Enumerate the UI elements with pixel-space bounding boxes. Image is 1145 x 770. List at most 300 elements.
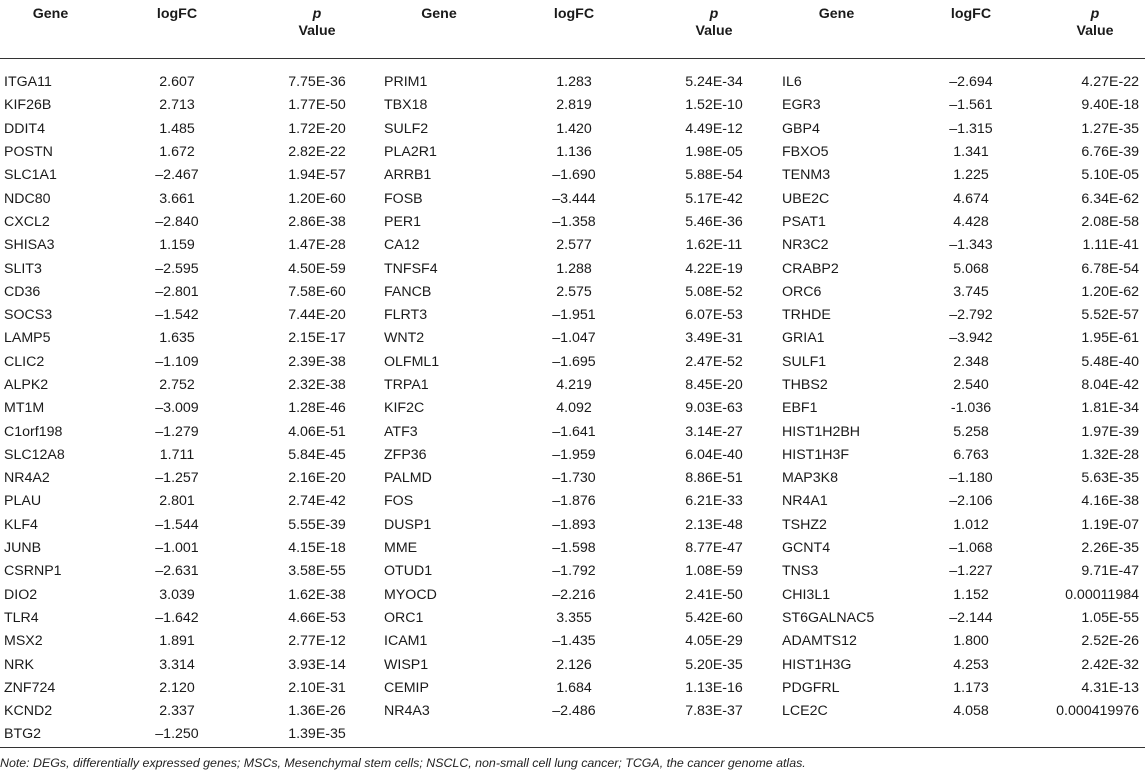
gene-cell: KIF26B: [4, 97, 52, 114]
gene-cell: HIST1H3F: [782, 446, 850, 463]
table-row: [0, 140, 1145, 163]
logfc-cell: –1.561: [949, 97, 993, 114]
pvalue-cell: 1.19E-07: [1081, 516, 1139, 533]
gene-cell: MYOCD: [384, 586, 437, 603]
gene-cell: BTG2: [4, 726, 42, 743]
logfc-cell: 1.159: [159, 237, 195, 254]
gene-cell: PLAU: [4, 493, 42, 510]
logfc-cell: –1.257: [155, 470, 199, 487]
gene-cell: WISP1: [384, 656, 429, 673]
table-row: [0, 700, 1145, 723]
gene-cell: KIF2C: [384, 400, 425, 417]
table-row: [0, 467, 1145, 490]
logfc-cell: –1.690: [552, 167, 596, 184]
gene-cell: ORC1: [384, 609, 424, 626]
gene-cell: EBF1: [782, 400, 818, 417]
table-row: [0, 117, 1145, 140]
table-row: [0, 420, 1145, 443]
gene-cell: PLA2R1: [384, 144, 437, 161]
table-row: [0, 723, 1145, 746]
logfc-cell: –1.343: [949, 237, 993, 254]
pvalue-cell: 2.08E-58: [1081, 213, 1139, 230]
logfc-cell: –1.792: [552, 563, 596, 580]
gene-cell: CLIC2: [4, 353, 45, 370]
gene-cell: FOS: [384, 493, 414, 510]
header-pvalue-2: p Value: [695, 6, 733, 39]
pvalue-cell: 9.40E-18: [1081, 97, 1139, 114]
gene-cell: TBX18: [384, 97, 428, 114]
table-row: [0, 210, 1145, 233]
pvalue-cell: 4.16E-38: [1081, 493, 1139, 510]
gene-cell: CEMIP: [384, 679, 429, 696]
table-row: [0, 560, 1145, 583]
pvalue-cell: 5.52E-57: [1081, 307, 1139, 324]
table-row: [0, 94, 1145, 117]
gene-cell: LCE2C: [782, 703, 828, 720]
logfc-cell: [891, 723, 1051, 746]
logfc-cell: 1.635: [159, 330, 195, 347]
gene-cell: TRPA1: [384, 377, 429, 393]
header-logfc-3: logFC: [950, 6, 992, 22]
logfc-cell: 2.752: [159, 377, 195, 393]
header-gene-3: Gene: [818, 6, 855, 22]
gene-cell: CD36: [4, 283, 41, 300]
logfc-cell: 1.288: [556, 260, 592, 277]
logfc-cell: 2.607: [159, 74, 195, 91]
gene-cell: CA12: [384, 237, 420, 254]
pvalue-cell: 1.94E-57: [288, 167, 346, 184]
gene-cell: NR3C2: [782, 237, 829, 254]
gene-cell: SLC12A8: [4, 446, 65, 463]
logfc-cell: –1.959: [552, 446, 596, 463]
logfc-cell: –1.876: [552, 493, 596, 510]
logfc-cell: –3.009: [155, 400, 199, 417]
logfc-cell: [494, 723, 654, 746]
table-row: [0, 373, 1145, 396]
logfc-cell: -1.036: [950, 400, 992, 417]
gene-cell: HIST1H3G: [782, 656, 852, 673]
logfc-cell: –1.180: [949, 470, 993, 487]
pvalue-cell: 5.24E-34: [685, 74, 743, 91]
gene-cell: SLIT3: [4, 260, 42, 277]
logfc-cell: –1.544: [155, 516, 199, 533]
header-row: [0, 5, 1145, 58]
logfc-cell: 1.136: [556, 144, 592, 161]
logfc-cell: 3.355: [556, 609, 592, 626]
logfc-cell: 2.348: [953, 353, 989, 370]
gene-cell: PALMD: [384, 470, 432, 487]
pvalue-cell: 5.08E-52: [685, 283, 743, 300]
gene-cell: ORC6: [782, 283, 822, 300]
logfc-cell: 1.420: [556, 120, 592, 137]
table-row: [0, 257, 1145, 280]
logfc-cell: –2.486: [552, 703, 596, 720]
pvalue-cell: 9.71E-47: [1081, 563, 1139, 580]
logfc-cell: –3.942: [949, 330, 993, 347]
gene-cell: OTUD1: [384, 563, 433, 580]
gene-cell: ALPK2: [4, 377, 49, 393]
gene-cell: SULF1: [782, 353, 827, 370]
logfc-cell: –1.250: [155, 726, 199, 743]
logfc-cell: 1.684: [556, 679, 592, 696]
logfc-cell: 1.012: [953, 516, 989, 533]
pvalue-cell: 2.39E-38: [288, 353, 346, 370]
table-row: [0, 536, 1145, 559]
gene-cell: MME: [384, 540, 418, 557]
pvalue-cell: 7.58E-60: [288, 283, 346, 300]
pvalue-cell: 1.20E-62: [1081, 283, 1139, 300]
logfc-cell: –1.315: [949, 120, 993, 137]
table-row: [0, 187, 1145, 210]
pvalue-cell: 4.05E-29: [685, 633, 743, 650]
logfc-cell: 4.058: [953, 703, 989, 720]
pvalue-cell: 1.62E-38: [288, 586, 346, 603]
pvalue-cell: 5.55E-39: [288, 516, 346, 533]
pvalue-cell: [654, 723, 774, 746]
table-row: [0, 513, 1145, 536]
pvalue-cell: 4.22E-19: [685, 260, 743, 277]
pvalue-cell: 5.84E-45: [288, 446, 346, 463]
pvalue-cell: 3.49E-31: [685, 330, 743, 347]
table-row: [0, 490, 1145, 513]
pvalue-cell: 1.72E-20: [288, 120, 346, 137]
pvalue-cell: 1.08E-59: [685, 563, 743, 580]
logfc-cell: 3.661: [159, 190, 195, 207]
gene-cell: IL6: [782, 74, 802, 91]
gene-cell: KLF4: [4, 516, 38, 533]
pvalue-cell: 6.04E-40: [685, 446, 743, 463]
gene-cell: C1orf198: [4, 423, 63, 440]
logfc-cell: 4.253: [953, 656, 989, 673]
pvalue-cell: 2.41E-50: [685, 586, 743, 603]
pvalue-cell: 4.15E-18: [288, 540, 346, 557]
gene-cell: NR4A3: [384, 703, 430, 720]
logfc-cell: –1.951: [552, 307, 596, 324]
gene-cell: DIO2: [4, 586, 38, 603]
logfc-cell: –2.840: [155, 213, 199, 230]
logfc-cell: 2.713: [159, 97, 195, 114]
logfc-cell: 1.173: [953, 679, 989, 696]
pvalue-cell: 9.03E-63: [685, 400, 743, 417]
table-row: [0, 443, 1145, 466]
gene-cell: TRHDE: [782, 307, 831, 324]
gene-cell: TENM3: [782, 167, 831, 184]
header-gene-1: Gene: [32, 6, 69, 22]
pvalue-cell: 2.86E-38: [288, 213, 346, 230]
logfc-cell: –1.109: [155, 353, 199, 370]
logfc-cell: –1.641: [552, 423, 596, 440]
gene-cell: [774, 723, 891, 746]
logfc-cell: –2.216: [552, 586, 596, 603]
logfc-cell: –2.144: [949, 609, 993, 626]
pvalue-cell: 5.46E-36: [685, 213, 743, 230]
header-gene-2: Gene: [421, 6, 457, 22]
logfc-cell: –1.695: [552, 353, 596, 370]
table-note: Note: DEGs, differentially expressed genes; MSCs, Mesenchymal stem cells; NSCLC, non-small cell lung cancer; TCGA, the cancer genome atlas.: [0, 756, 806, 770]
header-pvalue-1: p Value: [298, 6, 336, 39]
logfc-cell: 3.314: [159, 656, 195, 673]
pvalue-cell: 1.27E-35: [1081, 120, 1139, 137]
pvalue-cell: 5.48E-40: [1081, 353, 1139, 370]
gene-cell: PSAT1: [782, 213, 826, 230]
pvalue-cell: 2.77E-12: [288, 633, 346, 650]
gene-cell: TLR4: [4, 609, 39, 626]
logfc-cell: 6.763: [953, 446, 989, 463]
gene-cell: CHI3L1: [782, 586, 831, 603]
pvalue-cell: 2.15E-17: [288, 330, 346, 347]
logfc-cell: –2.694: [949, 74, 993, 91]
gene-cell: EGR3: [782, 97, 821, 114]
gene-cell: THBS2: [782, 377, 828, 393]
pvalue-cell: 3.93E-14: [288, 656, 346, 673]
logfc-cell: –1.279: [155, 423, 199, 440]
pvalue-cell: 4.06E-51: [288, 423, 346, 440]
pvalue-cell: 3.58E-55: [288, 563, 346, 580]
pvalue-cell: 3.14E-27: [685, 423, 743, 440]
logfc-cell: 2.337: [159, 703, 195, 720]
pvalue-cell: 1.97E-39: [1081, 423, 1139, 440]
logfc-cell: –1.542: [155, 307, 199, 324]
gene-cell: PRIM1: [384, 74, 428, 91]
table-row: [0, 58, 1145, 94]
pvalue-cell: 5.10E-05: [1081, 167, 1139, 184]
logfc-cell: 1.800: [953, 633, 989, 650]
pvalue-cell: 2.47E-52: [685, 353, 743, 370]
gene-cell: DUSP1: [384, 516, 432, 533]
pvalue-cell: 1.11E-41: [1082, 237, 1139, 254]
gene-cell: PER1: [384, 213, 422, 230]
logfc-cell: –1.893: [552, 516, 596, 533]
logfc-cell: –1.068: [949, 540, 993, 557]
logfc-cell: 3.039: [159, 586, 195, 603]
logfc-cell: 5.068: [953, 260, 989, 277]
table-row: [0, 653, 1145, 676]
pvalue-cell: 1.95E-61: [1081, 330, 1139, 347]
pvalue-cell: 8.04E-42: [1081, 377, 1139, 393]
pvalue-cell: 7.83E-37: [685, 703, 743, 720]
gene-cell: ADAMTS12: [782, 633, 857, 650]
gene-cell: ST6GALNAC5: [782, 609, 875, 626]
gene-cell: KCND2: [4, 703, 53, 720]
gene-cell: ZNF724: [4, 679, 56, 696]
gene-cell: NRK: [4, 656, 34, 673]
pvalue-cell: 1.32E-28: [1081, 446, 1139, 463]
table-row: [0, 630, 1145, 653]
pvalue-cell: 4.49E-12: [685, 120, 743, 137]
logfc-cell: 1.485: [159, 120, 195, 137]
logfc-cell: –2.106: [949, 493, 993, 510]
pvalue-cell: 2.32E-38: [288, 377, 346, 393]
logfc-cell: 1.711: [159, 446, 195, 463]
gene-cell: TNFSF4: [384, 260, 438, 277]
pvalue-cell: 8.86E-51: [685, 470, 743, 487]
gene-cell: NDC80: [4, 190, 51, 207]
logfc-cell: 3.745: [953, 283, 989, 300]
pvalue-cell: 5.42E-60: [685, 609, 743, 626]
logfc-cell: 1.283: [556, 74, 592, 91]
gene-cell: JUNB: [4, 540, 42, 557]
pvalue-cell: 2.74E-42: [288, 493, 346, 510]
logfc-cell: 2.540: [953, 377, 989, 393]
pvalue-cell: 5.63E-35: [1081, 470, 1139, 487]
logfc-cell: 2.126: [556, 656, 592, 673]
logfc-cell: –2.595: [155, 260, 199, 277]
header-logfc-2: logFC: [553, 6, 595, 22]
gene-cell: FANCB: [384, 283, 432, 300]
pvalue-cell: 4.27E-22: [1081, 74, 1139, 91]
pvalue-cell: 4.31E-13: [1081, 679, 1139, 696]
pvalue-cell: 2.52E-26: [1081, 633, 1139, 650]
logfc-cell: 1.225: [953, 167, 989, 184]
logfc-cell: 1.672: [159, 144, 195, 161]
logfc-cell: –1.435: [552, 633, 596, 650]
gene-cell: CRABP2: [782, 260, 839, 277]
header-logfc-1: logFC: [156, 6, 198, 22]
gene-cell: POSTN: [4, 144, 53, 161]
pvalue-cell: 5.20E-35: [685, 656, 743, 673]
pvalue-cell: 6.07E-53: [685, 307, 743, 324]
pvalue-cell: [1051, 723, 1145, 746]
gene-cell: CSRNP1: [4, 563, 62, 580]
pvalue-cell: 1.39E-35: [288, 726, 346, 743]
table-row: [0, 350, 1145, 373]
pvalue-cell: 5.88E-54: [685, 167, 743, 184]
gene-cell: FLRT3: [384, 307, 428, 324]
logfc-cell: 2.120: [159, 679, 195, 696]
pvalue-cell: 8.45E-20: [685, 377, 743, 393]
logfc-cell: 4.674: [953, 190, 989, 207]
gene-cell: MSX2: [4, 633, 43, 650]
gene-cell: MAP3K8: [782, 470, 838, 487]
pvalue-cell: 1.47E-28: [288, 237, 346, 254]
pvalue-cell: 5.17E-42: [685, 190, 743, 207]
pvalue-cell: 1.05E-55: [1081, 609, 1139, 626]
logfc-cell: –1.047: [552, 330, 596, 347]
pvalue-cell: 2.10E-31: [288, 679, 346, 696]
pvalue-cell: 2.26E-35: [1081, 540, 1139, 557]
logfc-cell: –1.730: [552, 470, 596, 487]
gene-cell: TNS3: [782, 563, 819, 580]
logfc-cell: –3.444: [552, 190, 596, 207]
pvalue-cell: 1.77E-50: [288, 97, 346, 114]
pvalue-cell: 6.76E-39: [1081, 144, 1139, 161]
logfc-cell: 1.152: [953, 586, 989, 603]
gene-cell: [377, 723, 494, 746]
logfc-cell: –1.227: [949, 563, 993, 580]
gene-cell: ATF3: [384, 423, 418, 440]
gene-cell: SLC1A1: [4, 167, 57, 184]
pvalue-cell: 1.81E-34: [1081, 400, 1139, 417]
logfc-cell: –1.642: [155, 609, 199, 626]
deg-table: [0, 5, 1145, 746]
header-pvalue-3: p Value: [1076, 6, 1114, 39]
pvalue-cell: 2.13E-48: [685, 516, 743, 533]
pvalue-cell: 1.28E-46: [288, 400, 346, 417]
pvalue-cell: 7.75E-36: [288, 74, 346, 91]
logfc-cell: –2.467: [155, 167, 199, 184]
pvalue-cell: 0.00011984: [1065, 586, 1139, 603]
logfc-cell: 4.219: [556, 377, 592, 393]
gene-cell: PDGFRL: [782, 679, 840, 696]
pvalue-cell: 8.77E-47: [685, 540, 743, 557]
gene-cell: HIST1H2BH: [782, 423, 861, 440]
pvalue-cell: 2.82E-22: [288, 144, 346, 161]
gene-cell: LAMP5: [4, 330, 51, 347]
logfc-cell: –2.631: [155, 563, 199, 580]
pvalue-cell: 4.66E-53: [288, 609, 346, 626]
gene-cell: GCNT4: [782, 540, 831, 557]
gene-cell: FBXO5: [782, 144, 829, 161]
gene-cell: NR4A1: [782, 493, 828, 510]
table-row: [0, 583, 1145, 606]
table-row: [0, 676, 1145, 699]
pvalue-cell: 7.44E-20: [288, 307, 346, 324]
gene-cell: SOCS3: [4, 307, 53, 324]
pvalue-cell: 1.52E-10: [685, 97, 743, 114]
pvalue-cell: 2.42E-32: [1081, 656, 1139, 673]
gene-cell: ITGA11: [4, 74, 52, 91]
gene-cell: ARRB1: [384, 167, 432, 184]
pvalue-cell: 1.20E-60: [288, 190, 346, 207]
logfc-cell: 2.575: [556, 283, 592, 300]
table-row: [0, 164, 1145, 187]
logfc-cell: –2.792: [949, 307, 993, 324]
pvalue-cell: 6.78E-54: [1081, 260, 1139, 277]
logfc-cell: 1.341: [953, 144, 989, 161]
gene-cell: CXCL2: [4, 213, 50, 230]
gene-cell: DDIT4: [4, 120, 45, 137]
pvalue-cell: 6.34E-62: [1081, 190, 1139, 207]
gene-cell: TSHZ2: [782, 516, 827, 533]
gene-cell: OLFML1: [384, 353, 440, 370]
logfc-cell: –1.358: [552, 213, 596, 230]
gene-cell: MT1M: [4, 400, 45, 417]
logfc-cell: –2.801: [155, 283, 199, 300]
pvalue-cell: 0.000419976: [1056, 703, 1139, 720]
table-row: [0, 303, 1145, 326]
logfc-cell: 5.258: [953, 423, 989, 440]
logfc-cell: 2.819: [556, 97, 592, 114]
gene-cell: SULF2: [384, 120, 429, 137]
table-row: [0, 327, 1145, 350]
gene-cell: ZFP36: [384, 446, 427, 463]
table-row: [0, 234, 1145, 257]
logfc-cell: 4.428: [953, 213, 989, 230]
gene-cell: UBE2C: [782, 190, 830, 207]
gene-cell: WNT2: [384, 330, 425, 347]
pvalue-cell: 4.50E-59: [288, 260, 346, 277]
logfc-cell: 2.801: [159, 493, 195, 510]
bottom-rule: [0, 747, 1145, 748]
pvalue-cell: 1.13E-16: [685, 679, 743, 696]
gene-cell: ICAM1: [384, 633, 428, 650]
gene-cell: SHISA3: [4, 237, 55, 254]
pvalue-cell: 1.62E-11: [685, 237, 743, 254]
logfc-cell: 4.092: [556, 400, 592, 417]
pvalue-cell: 2.16E-20: [288, 470, 346, 487]
gene-cell: GBP4: [782, 120, 820, 137]
logfc-cell: 1.891: [159, 633, 195, 650]
gene-cell: GRIA1: [782, 330, 825, 347]
pvalue-cell: 6.21E-33: [685, 493, 743, 510]
logfc-cell: –1.598: [552, 540, 596, 557]
table-row: [0, 606, 1145, 629]
pvalue-cell: 1.36E-26: [288, 703, 346, 720]
table-row: [0, 280, 1145, 303]
gene-cell: FOSB: [384, 190, 423, 207]
pvalue-cell: 1.98E-05: [685, 144, 743, 161]
gene-cell: NR4A2: [4, 470, 50, 487]
